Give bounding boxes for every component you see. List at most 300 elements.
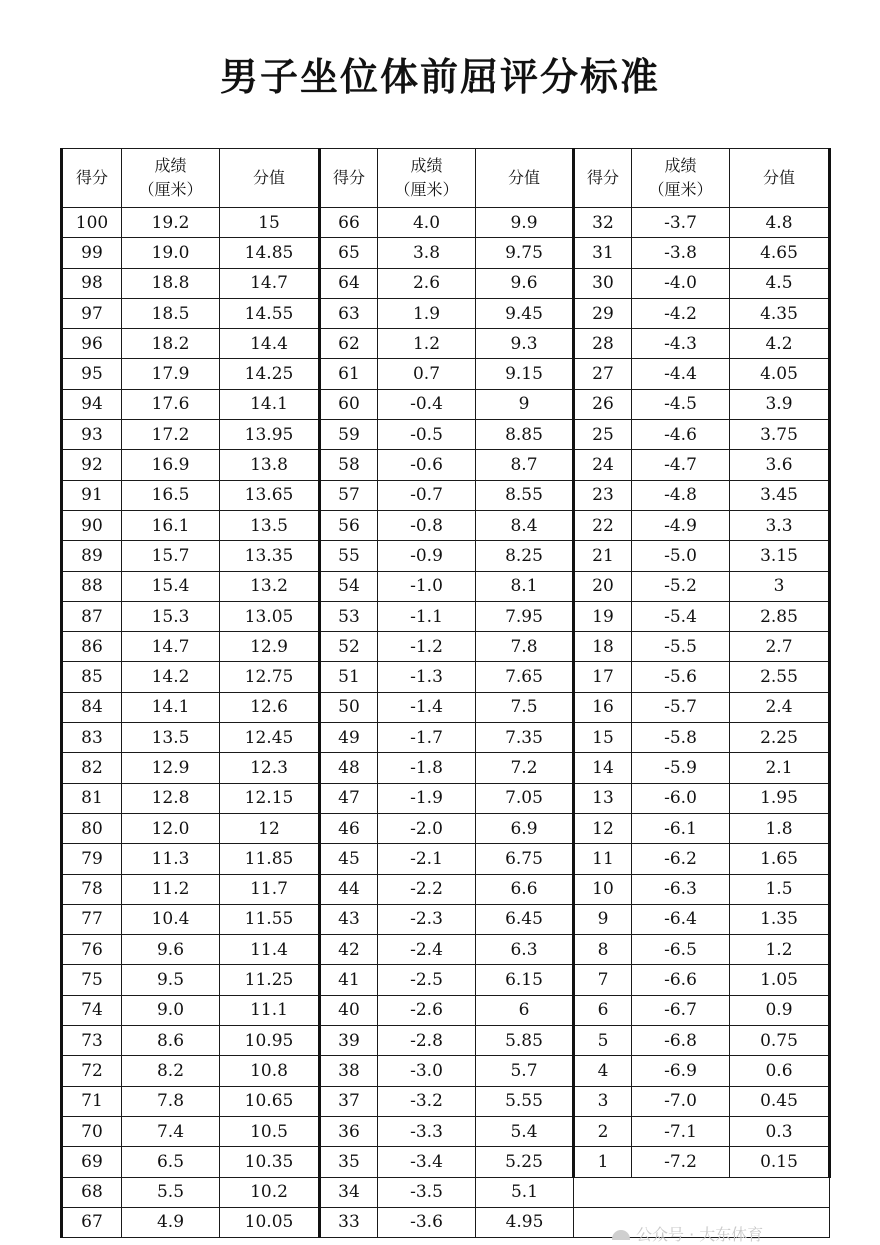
cell-score: 96	[62, 329, 122, 359]
watermark	[612, 1222, 763, 1245]
cell-score: 43	[320, 904, 378, 934]
cell-result: -5.4	[632, 601, 730, 631]
table-row	[62, 723, 830, 753]
cell-result: -6.6	[632, 965, 730, 995]
cell-result: 18.2	[122, 329, 220, 359]
cell-points: 9	[476, 389, 574, 419]
cell-result: -1.9	[378, 783, 476, 813]
cell-points: 3.45	[730, 480, 830, 510]
cell-result: 11.3	[122, 844, 220, 874]
cell-result: -2.2	[378, 874, 476, 904]
cell-result: -4.5	[632, 389, 730, 419]
cell-result: 14.2	[122, 662, 220, 692]
header-points: 分值	[476, 149, 574, 208]
header-points: 分值	[730, 149, 830, 208]
cell-result: 16.1	[122, 510, 220, 540]
table-body	[62, 208, 830, 1238]
cell-points: 5.25	[476, 1147, 574, 1177]
header-points: 分值	[220, 149, 320, 208]
cell-result: -4.7	[632, 450, 730, 480]
table-row	[62, 541, 830, 571]
table-row	[62, 874, 830, 904]
cell-result: 11.2	[122, 874, 220, 904]
table-row	[62, 1056, 830, 1086]
cell-result: -6.9	[632, 1056, 730, 1086]
cell-points: 8.1	[476, 571, 574, 601]
cell-score: 28	[574, 329, 632, 359]
cell-result: 1.9	[378, 298, 476, 328]
cell-points: 11.4	[220, 935, 320, 965]
cell-score: 68	[62, 1177, 122, 1207]
cell-result: -7.2	[632, 1147, 730, 1177]
cell-result: 2.6	[378, 268, 476, 298]
cell-result: -0.7	[378, 480, 476, 510]
cell-points: 12.45	[220, 723, 320, 753]
cell-score: 29	[574, 298, 632, 328]
cell-points: 4.05	[730, 359, 830, 389]
cell-result: 17.2	[122, 420, 220, 450]
cell-points: 5.1	[476, 1177, 574, 1207]
cell-points: 7.65	[476, 662, 574, 692]
table-row	[62, 813, 830, 843]
cell-result: 5.5	[122, 1177, 220, 1207]
cell-result: -2.0	[378, 813, 476, 843]
cell-result: 13.5	[122, 723, 220, 753]
cell-result: -6.5	[632, 935, 730, 965]
cell-score: 18	[574, 632, 632, 662]
cell-score: 4	[574, 1056, 632, 1086]
header-score: 得分	[62, 149, 122, 208]
table-row	[62, 692, 830, 722]
cell-result: -4.8	[632, 480, 730, 510]
cell-result: 9.5	[122, 965, 220, 995]
cell-result: 15.4	[122, 571, 220, 601]
cell-score: 8	[574, 935, 632, 965]
cell-result: -1.8	[378, 753, 476, 783]
cell-result: -5.7	[632, 692, 730, 722]
cell-result: -0.8	[378, 510, 476, 540]
cell-score: 67	[62, 1207, 122, 1237]
cell-points: 12.9	[220, 632, 320, 662]
header-result	[632, 149, 730, 208]
cell-score: 35	[320, 1147, 378, 1177]
cell-score: 60	[320, 389, 378, 419]
cell-points: 1.65	[730, 844, 830, 874]
cell-result: -2.4	[378, 935, 476, 965]
cell-result: -7.0	[632, 1086, 730, 1116]
header-result-line1: 成绩	[154, 156, 187, 175]
cell-score: 94	[62, 389, 122, 419]
cell-points: 0.15	[730, 1147, 830, 1177]
cell-result: -0.5	[378, 420, 476, 450]
cell-score: 59	[320, 420, 378, 450]
cell-result: 7.8	[122, 1086, 220, 1116]
table-row	[62, 904, 830, 934]
cell-score: 49	[320, 723, 378, 753]
table-row	[62, 1116, 830, 1146]
table-row	[62, 238, 830, 268]
cell-result: -2.1	[378, 844, 476, 874]
cell-score: 22	[574, 510, 632, 540]
cell-result: 9.6	[122, 935, 220, 965]
cell-result: -5.5	[632, 632, 730, 662]
cell-points: 13.65	[220, 480, 320, 510]
cell-points: 2.1	[730, 753, 830, 783]
cell-points: 14.55	[220, 298, 320, 328]
cell-score: 51	[320, 662, 378, 692]
cell-score: 34	[320, 1177, 378, 1207]
cell-result: -3.8	[632, 238, 730, 268]
cell-result: -1.7	[378, 723, 476, 753]
cell-points: 8.4	[476, 510, 574, 540]
cell-score: 58	[320, 450, 378, 480]
cell-score: 53	[320, 601, 378, 631]
cell-score: 84	[62, 692, 122, 722]
table-row	[62, 359, 830, 389]
cell-points: 6.15	[476, 965, 574, 995]
cell-points: 14.25	[220, 359, 320, 389]
cell-points: 6.6	[476, 874, 574, 904]
header-score: 得分	[574, 149, 632, 208]
cell-points: 2.4	[730, 692, 830, 722]
cell-score: 45	[320, 844, 378, 874]
table-row	[62, 298, 830, 328]
cell-result: -1.4	[378, 692, 476, 722]
cell-result: 12.8	[122, 783, 220, 813]
cell-points: 3.75	[730, 420, 830, 450]
cell-points: 9.75	[476, 238, 574, 268]
cell-score: 42	[320, 935, 378, 965]
cell-points: 7.5	[476, 692, 574, 722]
cell-score: 15	[574, 723, 632, 753]
cell-score: 41	[320, 965, 378, 995]
cell-result: 8.2	[122, 1056, 220, 1086]
cell-result: 17.6	[122, 389, 220, 419]
cell-score: 16	[574, 692, 632, 722]
cell-points: 8.55	[476, 480, 574, 510]
cell-points: 3.9	[730, 389, 830, 419]
cell-result: -3.2	[378, 1086, 476, 1116]
cell-points: 12.6	[220, 692, 320, 722]
cell-points: 6.9	[476, 813, 574, 843]
cell-points: 9.15	[476, 359, 574, 389]
cell-score: 38	[320, 1056, 378, 1086]
cell-score: 37	[320, 1086, 378, 1116]
cell-result: -6.7	[632, 995, 730, 1025]
cell-score: 23	[574, 480, 632, 510]
cell-result: -4.0	[632, 268, 730, 298]
cell-points: 11.1	[220, 995, 320, 1025]
cell-score: 64	[320, 268, 378, 298]
cell-result: -0.9	[378, 541, 476, 571]
cell-score: 13	[574, 783, 632, 813]
cell-points: 0.45	[730, 1086, 830, 1116]
cell-score: 73	[62, 1026, 122, 1056]
header-result-line1: 成绩	[664, 156, 697, 175]
cell-result: -4.2	[632, 298, 730, 328]
cell-score: 80	[62, 813, 122, 843]
cell-score: 62	[320, 329, 378, 359]
cell-result: 0.7	[378, 359, 476, 389]
cell-score: 63	[320, 298, 378, 328]
cell-points: 7.95	[476, 601, 574, 631]
table-row	[62, 662, 830, 692]
table-row	[62, 450, 830, 480]
cell-points: 1.2	[730, 935, 830, 965]
header-result-line2: （厘米）	[648, 180, 713, 199]
table-row	[62, 1026, 830, 1056]
cell-result: -0.6	[378, 450, 476, 480]
cell-score: 33	[320, 1207, 378, 1237]
table-row	[62, 329, 830, 359]
cell-score: 79	[62, 844, 122, 874]
cell-score: 21	[574, 541, 632, 571]
cell-points: 0.6	[730, 1056, 830, 1086]
cell-score: 11	[574, 844, 632, 874]
cell-score: 10	[574, 874, 632, 904]
cell-result: -1.1	[378, 601, 476, 631]
cell-points: 4.8	[730, 208, 830, 238]
cell-points: 3.15	[730, 541, 830, 571]
cell-score: 91	[62, 480, 122, 510]
cell-score: 54	[320, 571, 378, 601]
cell-points: 8.25	[476, 541, 574, 571]
cell-score: 78	[62, 874, 122, 904]
cell-score: 5	[574, 1026, 632, 1056]
cell-score: 82	[62, 753, 122, 783]
cell-score: 31	[574, 238, 632, 268]
cell-score: 1	[574, 1147, 632, 1177]
cell-score: 93	[62, 420, 122, 450]
cell-result: 4.0	[378, 208, 476, 238]
cell-result: -6.2	[632, 844, 730, 874]
cell-result: -1.3	[378, 662, 476, 692]
cell-score: 69	[62, 1147, 122, 1177]
cell-result: 9.0	[122, 995, 220, 1025]
cell-score: 50	[320, 692, 378, 722]
table-row	[62, 1147, 830, 1177]
cell-score: 99	[62, 238, 122, 268]
header-result-line1: 成绩	[410, 156, 443, 175]
cell-result: 15.7	[122, 541, 220, 571]
cell-score: 19	[574, 601, 632, 631]
cell-score: 17	[574, 662, 632, 692]
cell-score: 89	[62, 541, 122, 571]
cell-points: 1.35	[730, 904, 830, 934]
cell-points: 12.15	[220, 783, 320, 813]
cell-score: 3	[574, 1086, 632, 1116]
cell-points: 7.2	[476, 753, 574, 783]
cell-points: 5.55	[476, 1086, 574, 1116]
cell-score: 66	[320, 208, 378, 238]
cell-points: 10.5	[220, 1116, 320, 1146]
cell-points: 14.1	[220, 389, 320, 419]
cell-result: -4.6	[632, 420, 730, 450]
table-row	[62, 965, 830, 995]
cell-result: -4.9	[632, 510, 730, 540]
table-header-row	[62, 149, 830, 208]
table-row	[62, 480, 830, 510]
cell-result: -4.4	[632, 359, 730, 389]
cell-points: 12	[220, 813, 320, 843]
cell-points: 10.95	[220, 1026, 320, 1056]
cell-points: 6	[476, 995, 574, 1025]
table-row	[62, 783, 830, 813]
header-result	[378, 149, 476, 208]
cell-result: -4.3	[632, 329, 730, 359]
cell-score: 44	[320, 874, 378, 904]
cell-result: 12.0	[122, 813, 220, 843]
cell-result: 18.5	[122, 298, 220, 328]
cell-result: -5.6	[632, 662, 730, 692]
table-row	[62, 510, 830, 540]
cell-score: 77	[62, 904, 122, 934]
cell-result: 1.2	[378, 329, 476, 359]
cell-points: 1.8	[730, 813, 830, 843]
cell-result: -6.4	[632, 904, 730, 934]
cell-points: 12.3	[220, 753, 320, 783]
cell-score: 85	[62, 662, 122, 692]
cell-score: 20	[574, 571, 632, 601]
table-row	[62, 1177, 830, 1207]
cell-result: -6.1	[632, 813, 730, 843]
cell-points: 11.25	[220, 965, 320, 995]
cell-points: 8.7	[476, 450, 574, 480]
cell-points: 0.3	[730, 1116, 830, 1146]
table-row	[62, 208, 830, 238]
cell-points: 2.7	[730, 632, 830, 662]
cell-result: -5.0	[632, 541, 730, 571]
cell-result: 7.4	[122, 1116, 220, 1146]
cell-points: 9.3	[476, 329, 574, 359]
cell-points: 0.9	[730, 995, 830, 1025]
cell-result: -3.6	[378, 1207, 476, 1237]
table-row	[62, 420, 830, 450]
cell-score: 14	[574, 753, 632, 783]
cell-result: -1.2	[378, 632, 476, 662]
cell-points: 6.3	[476, 935, 574, 965]
cell-score: 46	[320, 813, 378, 843]
cell-score: 7	[574, 965, 632, 995]
cell-result: -1.0	[378, 571, 476, 601]
cell-score: 2	[574, 1116, 632, 1146]
cell-score: 57	[320, 480, 378, 510]
cell-points: 13.2	[220, 571, 320, 601]
cell-result: 17.9	[122, 359, 220, 389]
cell-points: 9.45	[476, 298, 574, 328]
cell-points: 1.95	[730, 783, 830, 813]
table-row	[62, 632, 830, 662]
cell-score: 48	[320, 753, 378, 783]
cell-score: 74	[62, 995, 122, 1025]
cell-points: 2.55	[730, 662, 830, 692]
cell-points: 13.35	[220, 541, 320, 571]
cell-score: 27	[574, 359, 632, 389]
cell-result: 18.8	[122, 268, 220, 298]
cell-points: 6.45	[476, 904, 574, 934]
page-title: 男子坐位体前屈评分标准	[219, 55, 660, 99]
cell-points: 4.35	[730, 298, 830, 328]
cell-score: 97	[62, 298, 122, 328]
table-row	[62, 389, 830, 419]
cell-points: 5.4	[476, 1116, 574, 1146]
cell-result: 19.2	[122, 208, 220, 238]
cell-points: 13.95	[220, 420, 320, 450]
cell-score: 83	[62, 723, 122, 753]
cell-points: 9.9	[476, 208, 574, 238]
cell-result: -3.5	[378, 1177, 476, 1207]
cell-points: 13.5	[220, 510, 320, 540]
table-row	[62, 995, 830, 1025]
cell-result: 14.1	[122, 692, 220, 722]
cell-points: 11.85	[220, 844, 320, 874]
cell-points: 5.7	[476, 1056, 574, 1086]
cell-points: 5.85	[476, 1026, 574, 1056]
cell-score: 30	[574, 268, 632, 298]
cell-result: 6.5	[122, 1147, 220, 1177]
cell-result: 8.6	[122, 1026, 220, 1056]
cell-points: 10.65	[220, 1086, 320, 1116]
cell-points: 2.85	[730, 601, 830, 631]
cell-points: 15	[220, 208, 320, 238]
watermark-text: 公众号 · 大东体育	[636, 1225, 764, 1244]
cell-score: 12	[574, 813, 632, 843]
cell-result: 10.4	[122, 904, 220, 934]
cell-result: -2.3	[378, 904, 476, 934]
cell-points: 1.05	[730, 965, 830, 995]
cell-result: 16.9	[122, 450, 220, 480]
cell-result: -7.1	[632, 1116, 730, 1146]
cell-points: 10.35	[220, 1147, 320, 1177]
cell-score: 95	[62, 359, 122, 389]
cell-result: -2.6	[378, 995, 476, 1025]
cell-score: 26	[574, 389, 632, 419]
cell-points: 11.55	[220, 904, 320, 934]
cell-score: 81	[62, 783, 122, 813]
cell-result: -6.0	[632, 783, 730, 813]
cell-points: 4.95	[476, 1207, 574, 1237]
wechat-icon	[612, 1230, 630, 1240]
cell-score: 9	[574, 904, 632, 934]
cell-score: 32	[574, 208, 632, 238]
cell-score: 6	[574, 995, 632, 1025]
header-score: 得分	[320, 149, 378, 208]
cell-score: 87	[62, 601, 122, 631]
cell-points: 10.8	[220, 1056, 320, 1086]
cell-score: 98	[62, 268, 122, 298]
cell-points: 9.6	[476, 268, 574, 298]
cell-points: 13.8	[220, 450, 320, 480]
cell-result: -5.2	[632, 571, 730, 601]
cell-points: 14.4	[220, 329, 320, 359]
table-row	[62, 1086, 830, 1116]
cell-score: 52	[320, 632, 378, 662]
cell-score: 56	[320, 510, 378, 540]
cell-result: -3.4	[378, 1147, 476, 1177]
cell-points: 3.6	[730, 450, 830, 480]
cell-score: 24	[574, 450, 632, 480]
cell-result: 19.0	[122, 238, 220, 268]
cell-result: -3.0	[378, 1056, 476, 1086]
cell-score: 86	[62, 632, 122, 662]
header-result-line2: （厘米）	[394, 180, 459, 199]
table-row	[62, 571, 830, 601]
cell-result: -3.3	[378, 1116, 476, 1146]
cell-points: 10.05	[220, 1207, 320, 1237]
cell-points: 4.2	[730, 329, 830, 359]
empty-cell	[574, 1177, 830, 1207]
cell-result: 12.9	[122, 753, 220, 783]
